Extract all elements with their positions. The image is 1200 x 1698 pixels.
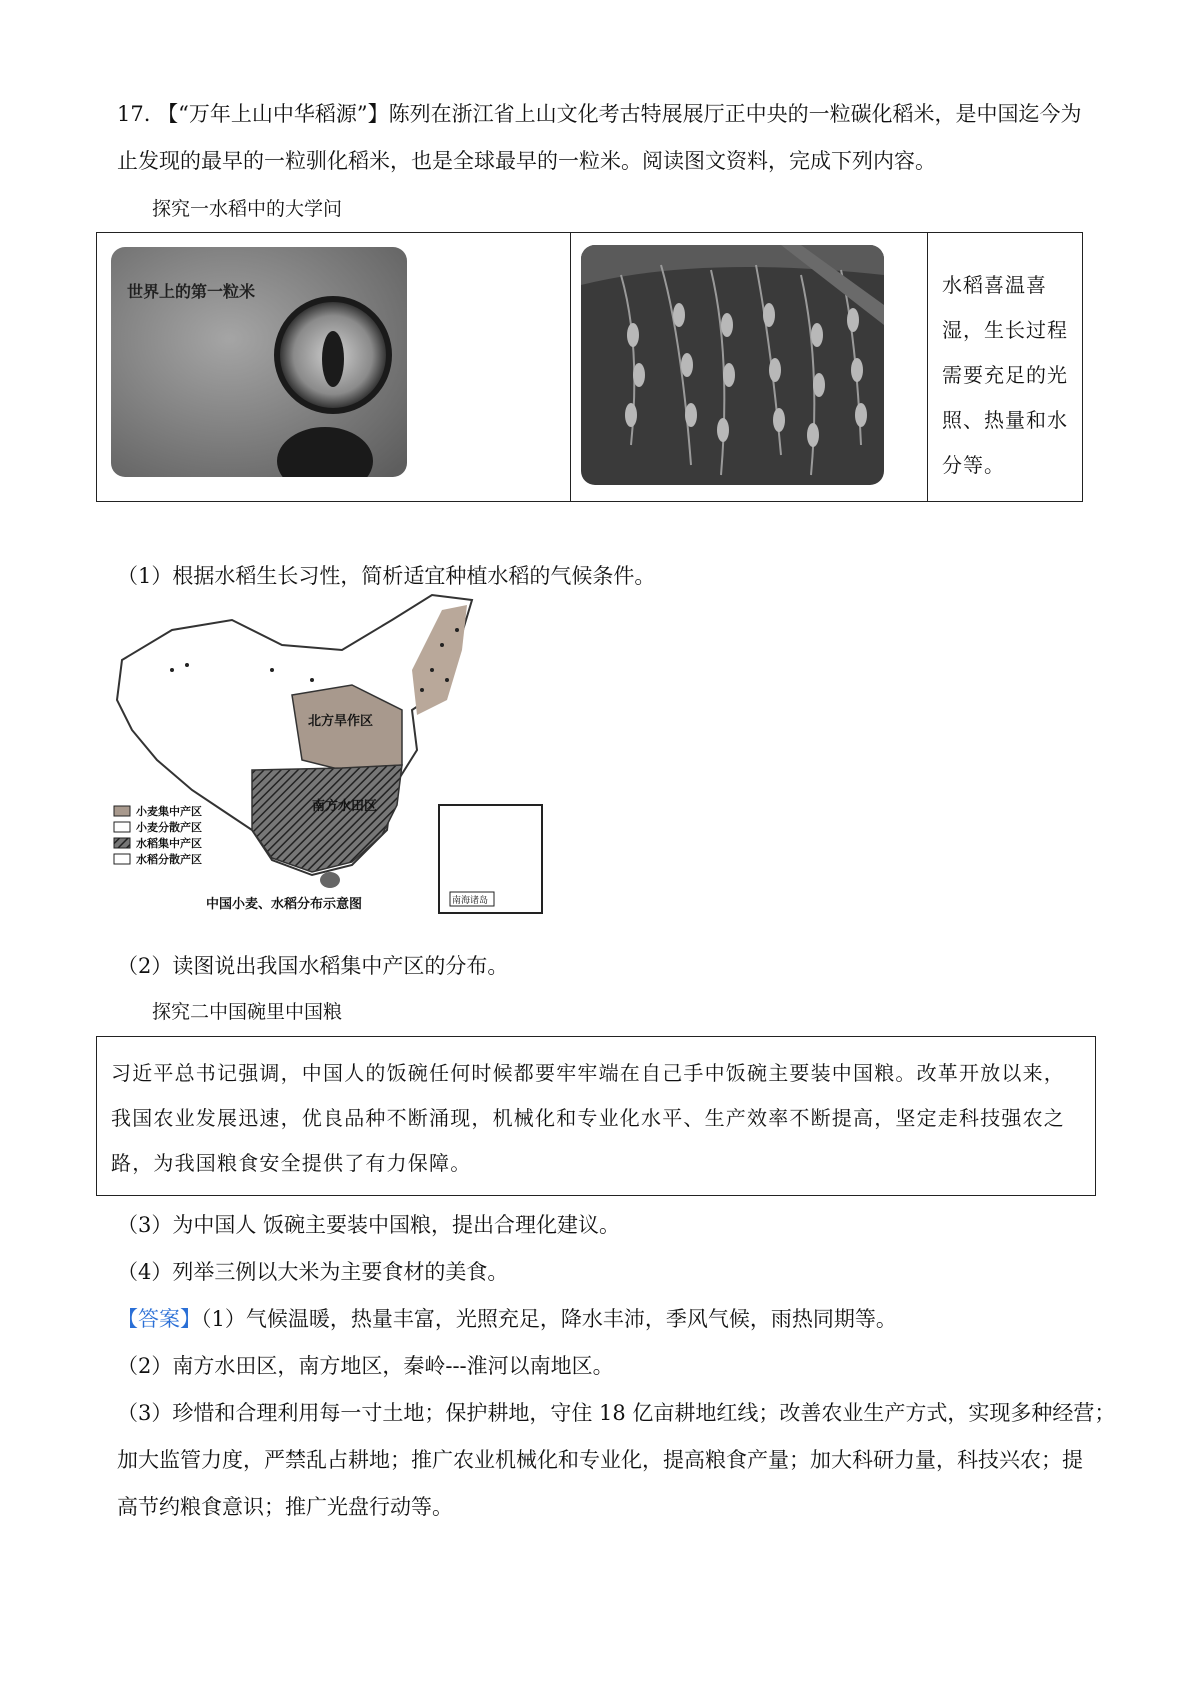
inset-label: 南海诸岛 — [452, 896, 489, 906]
table-cell-rice-plant — [571, 233, 928, 501]
question-text-1: 【“万年上山中华稻源”】陈列在浙江省上山文化考古特展展厅正中央的一粒碳化稻米，是中国迄今为 — [157, 102, 1082, 126]
question-3: （3）为中国人 饭碗主要装中国粮，提出合理化建议。 — [117, 1213, 621, 1237]
legend-wheat-scattered: 小麦分散产区 — [136, 821, 202, 834]
answer-3-line-3: 高节约粮食意识；推广光盘行动等。 — [117, 1495, 453, 1519]
rice-plant-photo — [581, 245, 884, 485]
rice-grain-caption: 世界上的第一粒米 — [127, 282, 256, 301]
rice-grain-photo — [111, 247, 407, 477]
section2-heading: 探究二中国碗里中国粮 — [152, 1001, 343, 1023]
question-number: 17. — [117, 102, 151, 126]
question-line-2: 止发现的最早的一粒驯化稻米，也是全球最早的一粒米。阅读图文资料，完成下列内容。 — [117, 149, 936, 173]
china-crop-map — [112, 590, 552, 935]
rice-habit-text: 水稻喜温喜湿，生长过程需要充足的光照、热量和水分等。 — [942, 273, 1068, 477]
question-2: （2）读图说出我国水稻集中产区的分布。 — [117, 954, 509, 978]
answer-2: （2）南方水田区，南方地区，秦岭---淮河以南地区。 — [117, 1354, 614, 1378]
map-caption: 中国小麦、水稻分布示意图 — [206, 897, 363, 912]
quote-text: 习近平总书记强调，中国人的饭碗任何时候都要牢牢端在自己手中饭碗主要装中国粮。改革开放以来，我国农业发展迅速，优良品种不断涌现，机械化和专业化水平、生产效率不断提高，坚定走科技强农之路，为我国粮食安全提供了有力保障。 — [111, 1061, 1065, 1175]
answer-tag: 【答案】 — [117, 1307, 201, 1331]
question-1: （1）根据水稻生长习性，简析适宜种植水稻的气候条件。 — [117, 564, 656, 588]
legend-rice-scattered: 水稻分散产区 — [136, 853, 202, 866]
question-line-1 — [117, 100, 1082, 128]
question-4: （4）列举三例以大米为主要食材的美食。 — [117, 1260, 509, 1284]
photo-table — [96, 232, 1083, 502]
legend-rice-main: 水稻集中产区 — [136, 837, 202, 850]
answer-3-line-2: 加大监管力度，严禁乱占耕地；推广农业机械化和专业化，提高粮食产量；加大科研力量，科技兴农；提 — [117, 1448, 1083, 1472]
answer-1 — [117, 1305, 897, 1333]
label-south-paddy: 南方水田区 — [312, 799, 378, 814]
answer-1-text: （1）气候温暖，热量丰富，光照充足，降水丰沛，季风气候，雨热同期等。 — [201, 1307, 897, 1331]
quote-box — [96, 1036, 1096, 1196]
section1-heading: 探究一水稻中的大学问 — [152, 198, 343, 220]
map-legend — [114, 804, 202, 866]
table-cell-rice-grain — [97, 233, 571, 501]
legend-wheat-main: 小麦集中产区 — [136, 805, 202, 818]
answer-3-line-1: （3）珍惜和合理利用每一寸土地；保护耕地，守住 18 亿亩耕地红线；改善农业生产方式，实现多种经营； — [117, 1401, 1116, 1425]
table-cell-rice-habit — [928, 233, 1082, 501]
label-north-dry-farming: 北方旱作区 — [308, 714, 374, 729]
